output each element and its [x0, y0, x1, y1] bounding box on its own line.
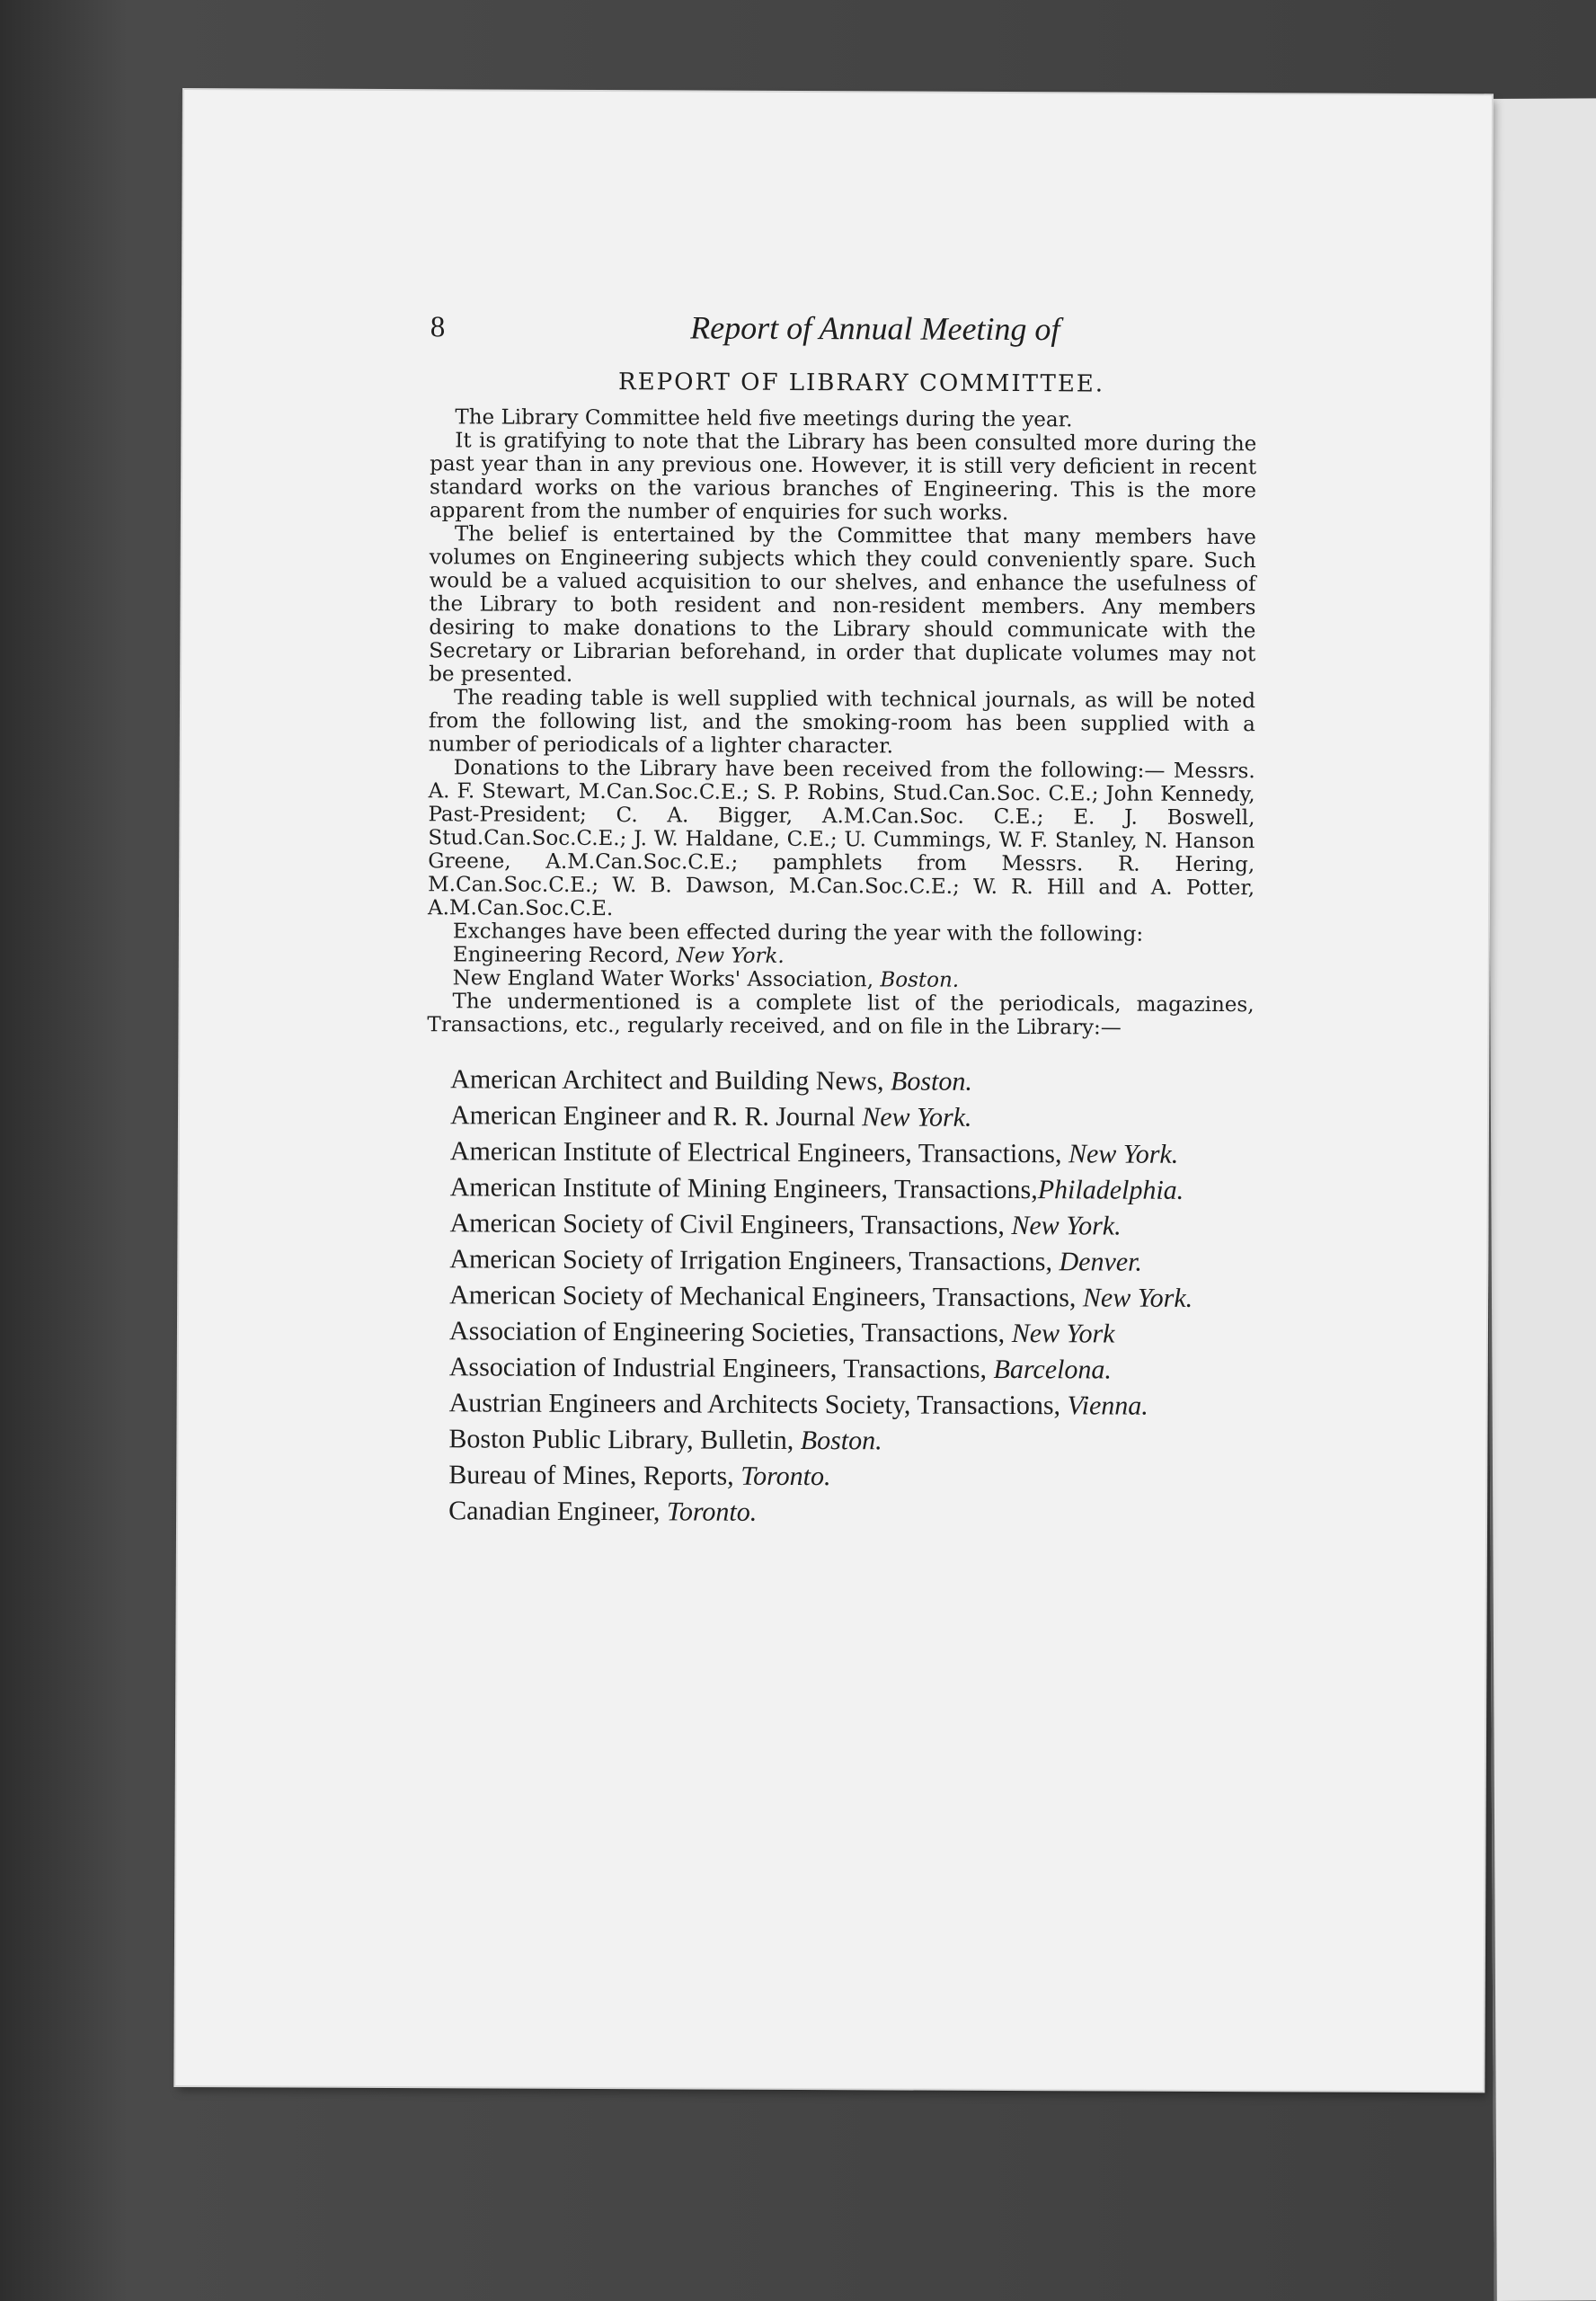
- paragraph-list-intro: The undermentioned is a complete list of the periodicals, magazines, Transactions, etc., regularly received, and on file in the Library:—: [427, 990, 1255, 1040]
- periodical-name: American Institute of Mining Engineers, Transactions,: [449, 1172, 1038, 1205]
- periodicals-list: [425, 1062, 1254, 1533]
- document-page: [175, 90, 1492, 2091]
- periodical-place: Denver.: [1059, 1247, 1143, 1277]
- periodical-item: [448, 1493, 1252, 1533]
- periodical-place: New York.: [1011, 1211, 1122, 1241]
- exchange-item: [428, 943, 1255, 970]
- periodical-item: [450, 1062, 1254, 1101]
- periodical-name: American Engineer and R. R. Journal: [449, 1100, 856, 1133]
- periodical-name: Canadian Engineer,: [448, 1496, 661, 1527]
- periodical-item: [448, 1457, 1252, 1497]
- periodical-name: Bureau of Mines, Reports,: [448, 1460, 734, 1491]
- periodical-item: [450, 1169, 1254, 1209]
- paragraph-reading-table: The reading table is well supplied with technical journals, as will be noted from the following list, and the smoking-room has been supplied with a number of periodicals of a lighter character.: [428, 686, 1256, 759]
- exchange-place: New York.: [676, 944, 785, 968]
- paragraph-meetings: The Library Committee held five meetings during the year.: [455, 405, 1073, 432]
- page-text-block: [425, 307, 1257, 1533]
- periodical-name: American Institute of Electrical Engineers, Transactions,: [449, 1136, 1062, 1169]
- periodical-item: [449, 1241, 1253, 1281]
- periodical-item: [449, 1313, 1253, 1353]
- exchange-item: [428, 966, 1255, 993]
- periodical-name: Association of Industrial Engineers, Transactions,: [448, 1352, 988, 1384]
- periodical-place: New York.: [1082, 1283, 1193, 1313]
- exchange-place: Boston.: [880, 968, 960, 992]
- periodical-name: American Society of Civil Engineers, Transactions,: [449, 1208, 1005, 1240]
- periodical-item: [450, 1133, 1254, 1173]
- exchange-name: New England Water Works' Association,: [452, 966, 874, 992]
- periodical-place: Barcelona.: [993, 1354, 1112, 1385]
- periodical-name: Boston Public Library, Bulletin,: [448, 1424, 794, 1455]
- periodical-place: Philadelphia.: [1037, 1175, 1184, 1205]
- paragraph-exchanges: Exchanges have been effected during the year with the following:: [452, 920, 1144, 946]
- periodical-name: Austrian Engineers and Architects Society, Transactions,: [448, 1388, 1061, 1421]
- periodical-item: [449, 1277, 1253, 1317]
- periodical-place: Toronto.: [740, 1461, 831, 1492]
- paragraph-usage: It is gratifying to note that the Library has been consulted more during the past year than in any previous one. However, it is still very deficient in recent standard works on the various branches of Engineering. This is the more apparent from the number of enquiries for such works.: [429, 429, 1257, 526]
- periodical-place: Boston.: [890, 1066, 972, 1097]
- periodical-name: American Architect and Building News,: [450, 1064, 884, 1097]
- paragraph-donations-appeal: The belief is entertained by the Committee that many members have volumes on Engineering subjects which they could conveniently spare. Such would be a valued acquisition to our shelves, and enhance the usefulness of the Library to both resident and non-resident members. Any members desiring to make donations to the Library should communicate with the Secretary or Librarian beforehand, in order that duplicate volumes may not be presented.: [429, 522, 1256, 687]
- running-head: Report of Annual Meeting of: [690, 309, 1060, 348]
- paragraph-donors: Donations to the Library have been received from the following:— Messrs. A. F. Stewart, M.Can.Soc.C.E.; S. P. Robins, Stud.Can.Soc. C.E.; John Kennedy, Past-President; C. A. Bigger, A.M.Can.Soc. C.E.; E. J. Boswell, Stud.Can.Soc.C.E.; J. W. Haldane, C.E.; U. Cummings, W. F. Stanley, N. Hanson Greene, A.M.Can.Soc.C.E.; pamphlets from Messrs. R. Hering, M.Can.Soc.C.E.; W. B. Dawson, M.Can.Soc.C.E.; W. R. Hill and A. Potter, A.M.Can.Soc.C.E.: [427, 756, 1255, 921]
- periodical-item: [450, 1097, 1254, 1137]
- periodical-item: [448, 1421, 1252, 1461]
- periodical-place: Toronto.: [666, 1497, 758, 1527]
- periodical-item: [449, 1385, 1253, 1425]
- adjacent-page-edge: [1483, 98, 1596, 2301]
- periodical-name: American Society of Mechanical Engineers, Transactions,: [449, 1280, 1077, 1313]
- periodical-place: Vienna.: [1067, 1390, 1148, 1421]
- periodical-place: New York.: [862, 1102, 972, 1133]
- page-number: 8: [430, 311, 446, 344]
- periodical-item: [449, 1205, 1253, 1245]
- periodical-item: [449, 1349, 1253, 1389]
- periodical-place: New York.: [1068, 1139, 1179, 1169]
- periodical-place: New York: [1011, 1319, 1115, 1349]
- periodical-name: Association of Engineering Societies, Transactions,: [448, 1316, 1006, 1348]
- periodical-name: American Society of Irrigation Engineers, Transactions,: [449, 1244, 1053, 1277]
- section-title: REPORT OF LIBRARY COMMITTEE.: [618, 369, 1105, 398]
- periodical-place: Boston.: [800, 1426, 882, 1456]
- exchange-name: Engineering Record,: [452, 943, 670, 968]
